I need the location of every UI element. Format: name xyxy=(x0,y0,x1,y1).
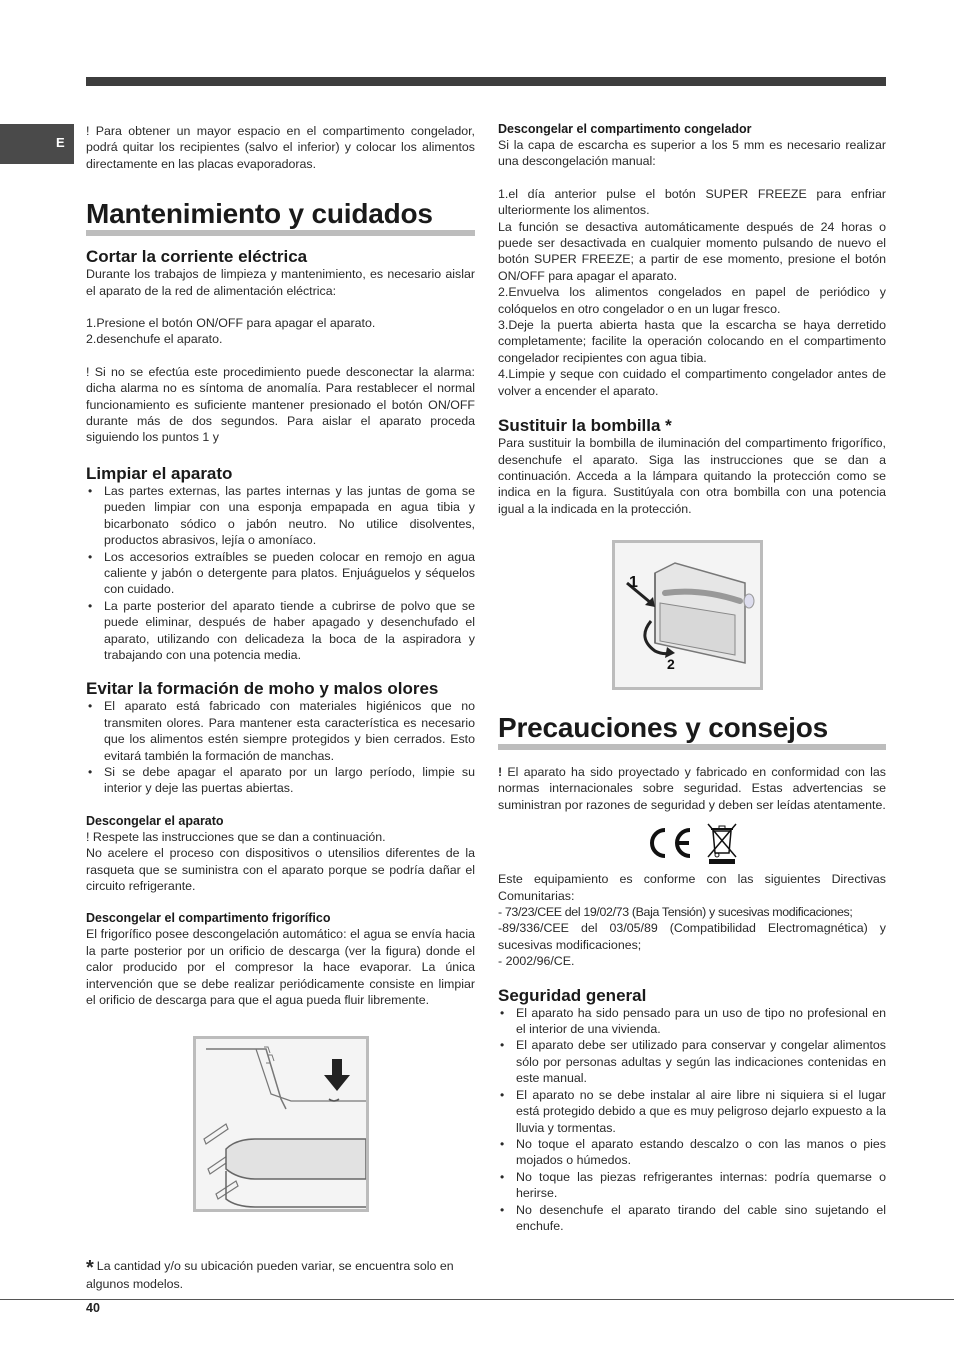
left-column xyxy=(86,118,475,1008)
fridge-interior-illustration xyxy=(196,1039,366,1209)
language-tab xyxy=(0,124,74,164)
descongelar-p2: No acelere el proceso con dispositivos o utensilios diferentes de la rasqueta que se suministra con el aparato porque se podría dañar el circuito refrigerante. xyxy=(86,846,475,893)
heading-descongelar: Descongelar el aparato xyxy=(86,813,224,828)
list-item: • El aparato está fabricado con materiales higiénicos que no transmiten olores. Para mantener esta característica es necesario que los alimentos estén siempre protegidos y bien cerrados. Esto evitará también la formación de manchas. xyxy=(104,698,475,764)
congelador-step-3: 3.Deje la puerta abierta hasta que la escarcha se haya derretido completamente; facilite la operación colocando en el compartimento congelador recipientes con agua tibia. xyxy=(498,318,886,365)
frigorifico-p1: El frigorífico posee descongelación automático: el agua se envía hacia la parte posterior por un orificio de descarga (ver la figura) donde el calor producido por el compresor la hace evaporar. La única intervención que se debe realizar periódicamente consiste en limpiar el orificio de descarga para que el agua pueda fluir libremente. xyxy=(86,927,475,1008)
step-label-1: 1 xyxy=(629,574,638,591)
cortar-step-2: 2.desenchufe el aparato. xyxy=(86,332,223,347)
list-item: • El aparato no se debe instalar al aire libre ni siquiera si el lugar está protegido debido a que es muy peligroso dejarlo expuesto a la lluvia y tormentas. xyxy=(516,1087,886,1136)
list-item: • El aparato debe ser utilizado para conservar y congelar alimentos sólo por personas adultas y según las indicaciones contenidas en este manual. xyxy=(516,1037,886,1086)
list-item: • No toque las piezas refrigerantes internas: podría quemarse o herirse. xyxy=(516,1169,886,1202)
heading-frigorifico: Descongelar el compartimento frigorífico xyxy=(86,911,331,926)
footer-rule xyxy=(0,1299,954,1300)
top-rule xyxy=(86,77,886,86)
right-column-lower xyxy=(498,712,886,1234)
certification-marks xyxy=(498,821,886,865)
congelador-step-4: 4.Limpie y seque con cuidado el compartimento congelador antes de volver a encender el aparato. xyxy=(498,367,886,398)
seguridad-list xyxy=(498,1005,886,1235)
congelador-step-1: 1.el día anterior pulse el botón SUPER FREEZE para enfriar ulteriormente los alimentos. xyxy=(498,186,886,218)
footnote xyxy=(86,1258,475,1293)
right-column xyxy=(498,118,886,517)
limpiar-list xyxy=(86,483,475,663)
directiva-3: - 2002/96/CE. xyxy=(498,954,575,969)
congelador-p1: Si la capa de escarcha es superior a los 5 mm es necesario realizar una descongelación manual: xyxy=(498,138,886,169)
heading-cortar: Cortar la corriente eléctrica xyxy=(86,247,308,267)
section-title-precauciones: Precauciones y consejos xyxy=(498,712,886,750)
drain-hole-figure xyxy=(193,1036,369,1212)
section-title-maintenance: Mantenimiento y cuidados xyxy=(86,198,475,236)
heading-limpiar: Limpiar el aparato xyxy=(86,463,233,483)
weee-bin-icon xyxy=(705,821,739,865)
list-item: • No desenchufe el aparato tirando del cable sino sujetando el enchufe. xyxy=(516,1202,886,1235)
bombilla-p1: Para sustituir la bombilla de iluminación del compartimento frigorífico, desenchufe el aparato. Siga las instrucciones que se dan a continuación. Acceda a la lámpara quitando la protección como se indica en la figura. Sustitúyala con otra bombilla con una potencia igual a la indicada en la protección. xyxy=(498,436,886,516)
ce-mark-icon xyxy=(645,826,695,860)
cortar-intro: Durante los trabajos de limpieza y mantenimiento, es necesario aislar el aparato de la red de alimentación eléctrica: xyxy=(86,267,475,298)
list-item: • Las partes externas, las partes internas y las juntas de goma se pueden limpiar con una esponja empapada en agua tibia y bicarbonato sódico o jabón neutro. No utilice disolventes, productos abrasivos, lejía o amoníaco. xyxy=(104,483,475,549)
list-item: • Los accesorios extraíbles se pueden colocar en remojo en agua caliente y jabón o detergente para platos. Enjuáguelos y séquelos con cuidado. xyxy=(104,549,475,598)
heading-congelador: Descongelar el compartimento congelador xyxy=(498,122,752,136)
heading-bombilla: Sustituir la bombilla * xyxy=(498,416,672,436)
congelador-step-1b: La función se desactiva automáticamente después de 24 horas o puede ser desactivada en cualquier momento pulsando de nuevo el botón SUPER FREEZE; a partir de ese momento, presione el botón ON/OFF para apagar el aparato. xyxy=(498,219,886,283)
svg-text:CE: CE xyxy=(645,826,647,828)
cortar-step-1: 1.Presione el botón ON/OFF para apagar el aparato. xyxy=(86,316,376,331)
directiva-2: -89/336/CEE del 03/05/89 (Compatibilidad Electromagnética) y sucesivas modificaciones; xyxy=(498,921,886,952)
heading-seguridad: Seguridad general xyxy=(498,985,647,1005)
heading-moho: Evitar la formación de moho y malos olores xyxy=(86,679,439,699)
moho-list xyxy=(86,698,475,796)
lamp-cover-illustration xyxy=(615,543,760,687)
asterisk-icon: * xyxy=(86,1257,94,1279)
list-item: • No toque el aparato estando descalzo o con las manos o pies mojados o húmedos. xyxy=(516,1136,886,1169)
footnote-text: La cantidad y/o su ubicación pueden variar, se encuentra solo en algunos modelos. xyxy=(86,1259,454,1292)
list-item: • El aparato ha sido pensado para un uso de tipo no profesional en el interior de una vivienda. xyxy=(516,1005,886,1038)
directiva-1: - 73/23/CEE del 19/02/73 (Baja Tensión) y sucesivas modificaciones; xyxy=(498,905,853,920)
page-number: 40 xyxy=(86,1301,100,1315)
directivas-intro: Este equipamiento es conforme con las siguientes Directivas Comunitarias: xyxy=(498,872,886,903)
descongelar-p1: ! Respete las instrucciones que se dan a continuación. xyxy=(86,829,386,844)
intro-note: ! Para obtener un mayor espacio en el compartimento congelador, podrá quitar los recipientes (salvo el inferior) y colocar los alimentos directamente en las placas evaporadoras. xyxy=(86,124,475,171)
cortar-note: ! Si no se efectúa este procedimiento puede desconectar la alarma: dicha alarma no es síntoma de anomalía. Para restablecer el normal funcionamiento es suficiente mantener presionado el botón ON/OFF durante más de dos segundos. Para aislar el aparato proceda siguiendo los puntos 1 y xyxy=(86,364,475,445)
precauciones-intro: ! El aparato ha sido proyectado y fabricado en conformidad con las normas internacionales sobre seguridad. Estas advertencias se suministran por razones de seguridad y deben ser leídas atentamente. xyxy=(498,765,886,812)
language-code: E xyxy=(56,135,65,150)
congelador-step-2: 2.Envuelva los alimentos congelados en papel de periódico y colóquelos en otro congelador o en un lugar fresco. xyxy=(498,285,886,316)
list-item: • La parte posterior del aparato tiende a cubrirse de polvo que se puede eliminar, después de haber apagado y desenchufado el aparato, utilizando con delicadeza la boca de la aspiradora y trabajando con una potencia media. xyxy=(104,598,475,664)
lamp-figure xyxy=(612,540,763,690)
list-item: • Si se debe apagar el aparato por un largo período, limpie su interior y deje las puertas abiertas. xyxy=(104,764,475,797)
step-label-2: 2 xyxy=(667,656,675,672)
